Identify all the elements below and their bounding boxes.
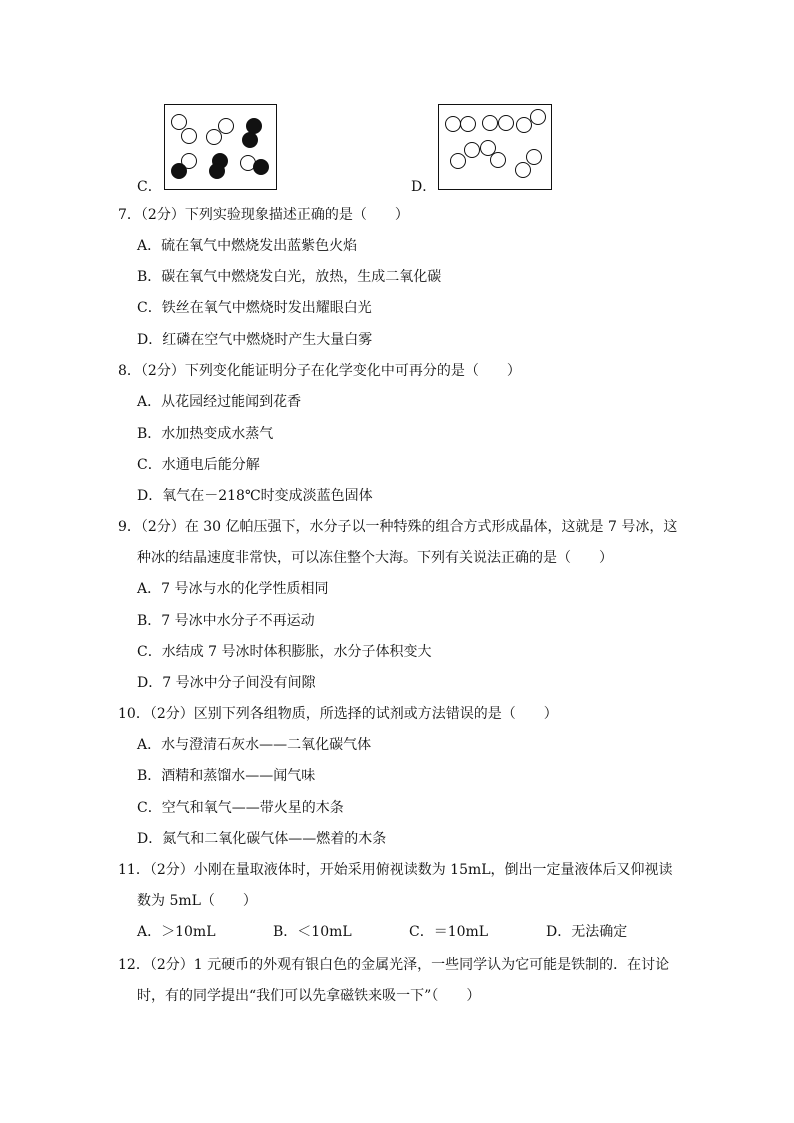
question-10-option-c: C．空气和氧气——带火星的木条 [137, 800, 344, 816]
white-particle [207, 130, 222, 145]
question-8-option-d: D．氧气在－218℃时变成淡蓝色固体 [137, 488, 373, 504]
question-12-stem: 12．（2分）1 元硬币的外观有银白色的金属光泽，一些同学认为它可能是铁制的．在讨论 [118, 957, 670, 973]
white-particle [491, 153, 506, 168]
question-10-option-d: D．氮气和二氧化碳气体——燃着的木条 [137, 831, 387, 847]
white-particle [499, 116, 514, 131]
question-10-option-b: B．酒精和蒸馏水——闻气味 [137, 768, 316, 784]
question-11-stem: 11．（2分）小刚在量取液体时，开始采用俯视读数为 15mL，倒出一定量液体后又仰视读 [118, 862, 673, 878]
question-9-option-d: D．7 号冰中分子间没有间隙 [137, 675, 316, 691]
question-9-option-a: A．7 号冰与水的化学性质相同 [137, 581, 329, 597]
question-11-stem-continued: 数为 5mL（ ） [137, 893, 257, 909]
question-7-option-a: A．硫在氧气中燃烧发出蓝紫色火焰 [137, 238, 358, 254]
question-8-option-c: C．水通电后能分解 [137, 457, 260, 473]
white-particle [531, 110, 546, 125]
white-particle [465, 143, 480, 158]
question-11-option-b: B．＜10mL [273, 924, 352, 940]
question-10-option-a: A．水与澄清石灰水——二氧化碳气体 [137, 737, 372, 753]
question-11-option-d: D．无法确定 [546, 924, 628, 940]
question-9-option-b: B．7 号冰中水分子不再运动 [137, 613, 315, 629]
white-particle [516, 163, 531, 178]
question-7-option-b: B．碳在氧气中燃烧发白光，放热，生成二氧化碳 [137, 269, 442, 285]
question-11-option-a: A．＞10mL [137, 924, 216, 940]
question-8-option-a: A．从花园经过能闻到花香 [137, 394, 302, 410]
white-particle [446, 117, 461, 132]
figure-c-label: C． [137, 179, 162, 195]
question-9-stem-continued: 种冰的结晶速度非常快，可以冻住整个大海。下列有关说法正确的是（ ） [137, 550, 613, 566]
figure-c-diagram [164, 104, 278, 190]
black-particle [172, 164, 187, 179]
white-particle [461, 117, 476, 132]
white-particle [182, 129, 197, 144]
question-8-option-b: B．水加热变成水蒸气 [137, 426, 274, 442]
white-particle [219, 119, 234, 134]
question-7-option-c: C．铁丝在氧气中燃烧时发出耀眼白光 [137, 300, 372, 316]
question-9-option-c: C．水结成 7 号冰时体积膨胀，水分子体积变大 [137, 644, 432, 660]
question-9-stem: 9．（2分）在 30 亿帕压强下，水分子以一种特殊的组合方式形成晶体，这就是 7 号冰，这 [118, 519, 678, 535]
white-particle [481, 141, 496, 156]
white-particle [483, 116, 498, 131]
figure-d-label: D． [411, 179, 437, 195]
white-particle [172, 115, 187, 130]
black-particle [254, 160, 269, 175]
question-7-option-d: D．红磷在空气中燃烧时产生大量白雾 [137, 332, 373, 348]
question-10-stem: 10．（2分）区别下列各组物质，所选择的试剂或方法错误的是（ ） [118, 706, 558, 722]
question-11-option-c: C．＝10mL [409, 924, 489, 940]
white-particle [517, 118, 532, 133]
white-particle [527, 150, 542, 165]
figure-d-diagram [438, 104, 553, 190]
question-12-stem-continued: 时，有的同学提出“我们可以先拿磁铁来吸一下”（ ） [137, 988, 481, 1004]
black-particle [247, 119, 262, 134]
question-7-stem: 7．（2分）下列实验现象描述正确的是（ ） [118, 207, 409, 223]
question-8-stem: 8．（2分）下列变化能证明分子在化学变化中可再分的是（ ） [118, 363, 521, 379]
white-particle [451, 154, 466, 169]
black-particle [210, 164, 225, 179]
black-particle [243, 133, 258, 148]
